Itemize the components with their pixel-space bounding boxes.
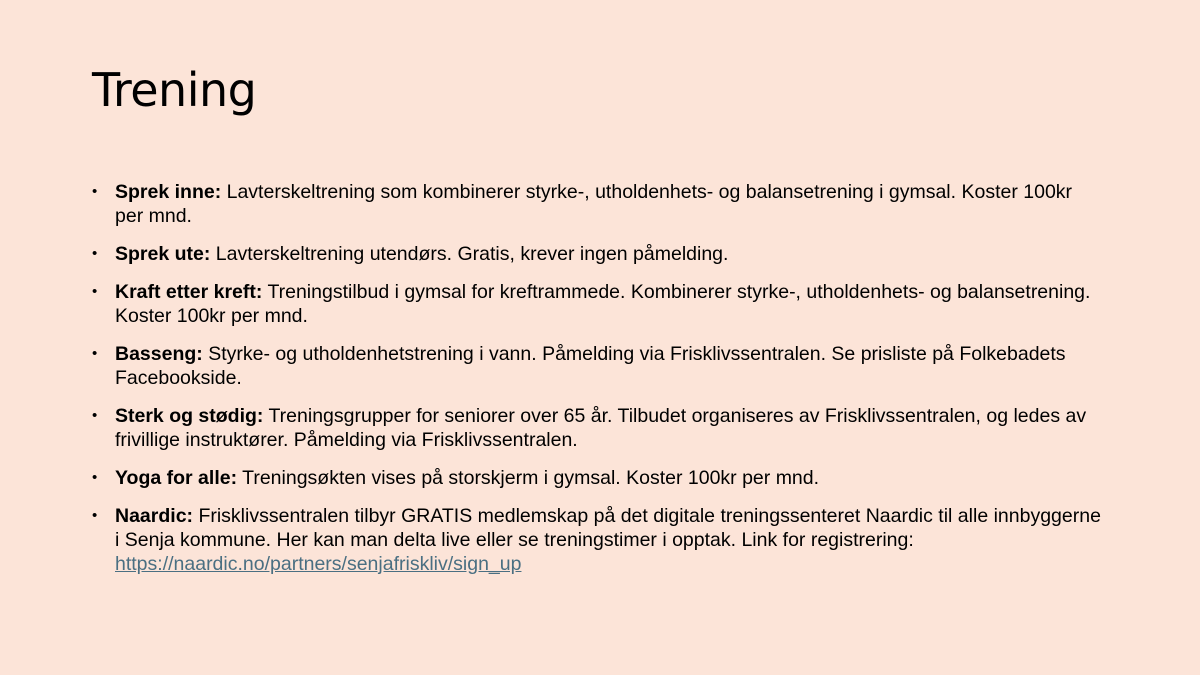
list-item-sprek-ute	[92, 242, 1102, 266]
bullet-icon: •	[92, 345, 98, 362]
item-text: Treningsgrupper for seniorer over 65 år. Tilbudet organiseres av Frisklivssentralen, og ledes av frivillige instruktører. Påmelding via Frisklivssentralen.	[115, 405, 1087, 451]
bullet-icon: •	[92, 507, 98, 524]
bullet-icon: •	[92, 283, 98, 300]
naardic-signup-link[interactable]: https://naardic.no/partners/senjafriskliv/sign_up	[115, 553, 522, 575]
list-item-basseng	[92, 342, 1102, 390]
item-text: Lavterskeltrening som kombinerer styrke-, utholdenhets- og balansetrening i gymsal. Koster 100kr per mnd.	[115, 181, 1073, 227]
item-title: Sprek inne:	[115, 181, 222, 203]
item-title: Basseng:	[115, 343, 203, 365]
item-title: Sprek ute:	[115, 243, 211, 265]
list-item-naardic	[92, 504, 1102, 576]
list-item-kraft-etter-kreft	[92, 280, 1102, 328]
bullet-icon: •	[92, 183, 98, 200]
bullet-icon: •	[92, 469, 98, 486]
item-title: Naardic:	[115, 505, 194, 527]
list-item-sprek-inne	[92, 180, 1102, 228]
item-text: Treningstilbud i gymsal for kreftrammede. Kombinerer styrke-, utholdenhets- og balansetrening. Koster 100kr per mnd.	[115, 281, 1091, 327]
item-text: Lavterskeltrening utendørs. Gratis, krever ingen påmelding.	[210, 243, 729, 265]
item-text: Styrke- og utholdenhetstrening i vann. Påmelding via Frisklivssentralen. Se prisliste på Folkebadets Facebookside.	[115, 343, 1066, 389]
list-item-yoga-for-alle	[92, 466, 1102, 490]
slide-title: Trening	[92, 63, 257, 117]
list-item-sterk-og-stodig	[92, 404, 1102, 452]
item-text: Frisklivssentralen tilbyr GRATIS medlemskap på det digitale treningssenteret Naardic til alle innbyggerne i Senja kommune. Her kan man delta live eller se treningstimer i opptak. Link for registrering:	[115, 505, 1101, 551]
item-title: Yoga for alle:	[115, 467, 238, 489]
item-title: Sterk og stødig:	[115, 405, 264, 427]
item-title: Kraft etter kreft:	[115, 281, 263, 303]
bullet-icon: •	[92, 245, 98, 262]
bullet-list	[92, 180, 1102, 590]
item-text: Treningsøkten vises på storskjerm i gymsal. Koster 100kr per mnd.	[237, 467, 820, 489]
bullet-icon: •	[92, 407, 98, 424]
